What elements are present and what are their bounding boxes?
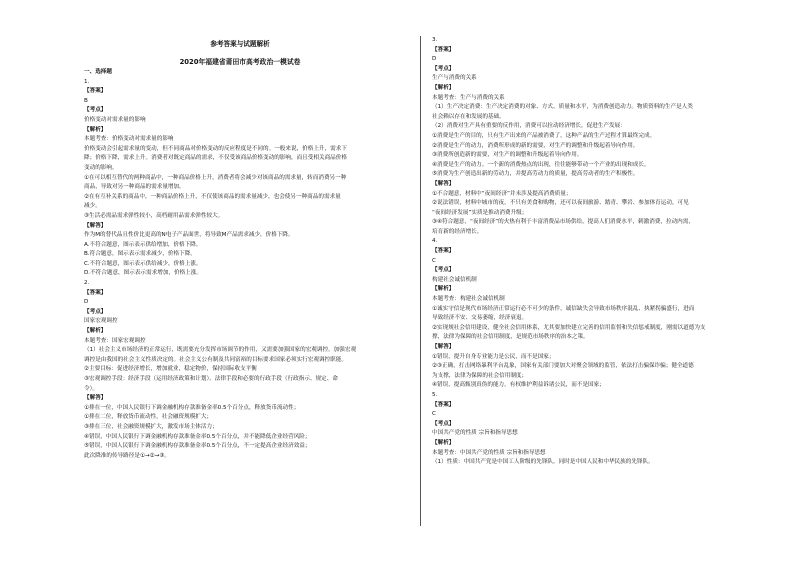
text-line: 本题考查：生产与消费的关系 <box>432 94 505 101</box>
section-tag: 【解析】 <box>432 84 455 91</box>
text-line: ①不合题意，材料中“夜间经济”并未涉及提高消费质量； <box>432 190 572 197</box>
text-line: 4. <box>432 238 438 245</box>
text-line: ④错误，中国人民银行下调金融机构存款准备金率0.5个百分点，并不能降低企业经营风险； <box>84 433 311 440</box>
text-line: ①错误，提升自身专业能力是公民，而不是国家； <box>432 353 555 360</box>
text-line: （2）消费对生产具有重要的反作用，消费可以拉动经济增长，促进生产发展： <box>432 123 626 130</box>
text-line: 此次降准的传导路径是①→②→③。 <box>84 452 170 459</box>
text-line: D <box>84 299 89 306</box>
text-line: A.不符合题意，图示表示供给增加，价格下降。 <box>84 241 202 248</box>
text-line: 减少。 <box>84 203 101 210</box>
section-tag: 【考点】 <box>84 107 107 114</box>
right-body <box>432 36 772 468</box>
text-line: ①在可以相互替代的两种商品中，一种商品价格上升，消费者将会减少对该商品的需求量，转而消费另一种 <box>84 174 347 181</box>
text-line: 5. <box>432 391 438 398</box>
text-line: 构建社会诚信机制 <box>432 276 477 283</box>
section-tag: 【解析】 <box>84 328 107 335</box>
text-line: 3. <box>432 37 438 43</box>
text-line: ②说法错误，材料中城市的夜，不只有美食和购物，还可以夜间旅游、踏青、攀岩、参加体育运动，可见 <box>432 200 689 207</box>
text-line: C.不符合题意，图示表示供给减少，价格上涨。 <box>84 260 202 267</box>
text-line: 本题考查：价格变动对需求量的影响 <box>84 136 174 143</box>
section-tag: 【考点】 <box>432 65 455 72</box>
left-column <box>84 0 396 561</box>
column-divider <box>420 36 421 526</box>
text-line: 降；价格下降，需求上升。消费者对既定商品的需求，不仅受该商品价格变动的影响，而且受相关商品价格 <box>84 155 347 162</box>
section-tag: 【解答】 <box>432 180 455 187</box>
text-line: 本题考查：国家宏观调控 <box>84 337 146 344</box>
section-heading: 一、选择题 <box>84 69 112 75</box>
text-line: ④消费是生产的动力。一个新的消费热点的出现，往往能够带动一个产业的出现和成长。 <box>432 161 650 168</box>
text-line: 本题考查：中国共产党的性质 宗旨和指导思想 <box>432 449 546 456</box>
section-tag: 【答案】 <box>84 88 107 95</box>
text-line: D <box>432 56 437 63</box>
text-line: 商品，导致对另一种商品的需求量增加。 <box>84 184 185 191</box>
section-tag: 【解析】 <box>432 286 455 293</box>
text-line: ②主要目标：促进经济增长，增加就业，稳定物价，保持国际收支平衡 <box>84 366 257 373</box>
section-tag: 【答案】 <box>432 46 455 53</box>
section-tag: 【答案】 <box>432 401 455 408</box>
text-line: 生产与消费的关系 <box>432 75 477 82</box>
section-tag: 【解析】 <box>84 126 107 133</box>
section-tag: 【答案】 <box>84 289 107 296</box>
text-line: B <box>84 97 88 104</box>
text-line: ②在有互补关系的商品中，一种商品价格上升，不仅使该商品的需求量减少，也会使另一种商品的需求量 <box>84 193 341 200</box>
text-line: 本题考查：构建社会诚信机制 <box>432 296 505 303</box>
text-line: ③④符合题意，“夜间经济”的火热有利于丰富消费品市场供给，提高人们消费水平，刺激消费，拉动内需， <box>432 219 694 226</box>
doc-title: 参考答案与试题解析 <box>210 40 270 48</box>
text-line: 价格变动对需求量的影响 <box>84 116 146 123</box>
text-line: 撑，法律为保障的社会信用制度，是规范市场秩序的治本之策。 <box>432 334 589 341</box>
text-line: ③宏观调控手段：经济手段（运用经济政策和计划）、法律手段和必要的行政手段（行政指示、规定、命 <box>84 376 338 382</box>
left-body <box>84 78 396 462</box>
section-tag: 【解析】 <box>432 439 455 446</box>
text-line: （1）生产决定消费：生产决定消费的对象、方式、质量和水平，为消费创造动力。物质资料的生产是人类 <box>432 104 693 111</box>
section-tag: 【答案】 <box>432 248 455 255</box>
text-line: C <box>432 257 436 264</box>
text-line: 为支撑，法律为保障的社会信用制度； <box>432 372 528 379</box>
text-line: 中国共产党的性质 宗旨和指导思想 <box>432 430 518 437</box>
section-tag: 【考点】 <box>432 420 455 427</box>
text-line: ①排在一位，中国人民银行下调金融机构存款准备金率0.5个百分点，释放货币流动性； <box>84 404 300 411</box>
text-line: ⑤消费为生产创造出新的劳动力，并提高劳动力的质量，提高劳动者的生产积极性。 <box>432 171 639 178</box>
text-line: 导致经济不安、交易萎缩，经济衰退。 <box>432 315 528 322</box>
section-tag: 【解答】 <box>432 344 455 350</box>
text-line: ②实现规社会信用建设，健全社会信用体系，尤其要加快建立完善的信用监督和失信惩戒制度，刚需以道德为支 <box>432 324 706 331</box>
text-line: 1. <box>84 78 90 85</box>
text-line: 社会赖以存在和发展的基础。 <box>432 113 505 120</box>
text-line: D.不符合题意，图示表示需求增加，价格上涨。 <box>84 270 202 277</box>
text-line: 令）。 <box>84 385 98 392</box>
text-line: ③排在三位，社会融资规模扩大，激发市场主体活力； <box>84 423 218 430</box>
section-tag: 【解答】 <box>84 395 107 402</box>
text-line: （1）社会主义市场经济的正常运行，既需要充分发挥市场调节的作用，又需要加强国家的宏观调控。加强宏观 <box>84 347 357 354</box>
text-line: ①排在二位，释放货币流动性，社会融资规模扩大； <box>84 414 213 421</box>
text-line: ③生活必需品需求弹性较小，高档耐用品需求弹性较大。 <box>84 212 224 219</box>
text-line: 培育新的经济增长。 <box>432 228 483 235</box>
text-line: ④错误，提高甄别真伪的能力，有权维护利益诉诸公民，而不是国家； <box>432 382 605 389</box>
right-column <box>432 0 772 561</box>
text-line: ①消费是生产的目的，只有生产出来的产品被消费了，这种产品的生产过程才算最终完成。 <box>432 132 656 139</box>
text-line: C <box>432 411 436 418</box>
text-line: 调控是由我国的社会主义性质决定的。社会主义公有制及共同富裕的目标要求国家必须实行宏观调控职能。 <box>84 356 347 363</box>
text-line: 国家宏观调控 <box>84 318 118 325</box>
text-line: 2. <box>84 280 90 287</box>
text-line: ②消费是生产的动力，消费所形成的新的需要，对生产的调整和升级起着导向作用。 <box>432 142 639 149</box>
text-line: （1）性质：中国共产党是中国工人阶级的先锋队，同时是中国人民和中华民族的先锋队。 <box>432 459 654 466</box>
text-line: 价格变动会引起需求量的变动，但不同商品对价格变动的反应程度是不同的。一般来说，价格上升，需求下 <box>84 145 347 152</box>
text-line: 作为M的替代品且性价比更高的N电子产品面世，将导致M产品需求减少，价格下降。 <box>84 232 294 239</box>
doc-subtitle: 2020年福建省莆田市高考政治一模试卷 <box>179 58 301 66</box>
text-line: B.符合题意，图示表示需求减少，价格下降。 <box>84 251 196 258</box>
section-tag: 【解答】 <box>84 222 107 229</box>
text-line: 变动的影响。 <box>84 164 118 171</box>
text-line: ③消费所创造新的需要，对生产的调整和升级起着导向作用。 <box>432 152 583 159</box>
text-line: ②③正确，打击网络暴利平台乱象，国家有关部门要加大对聚会领域的监管，依法打击骗保诈骗；健全道德 <box>432 363 694 370</box>
section-tag: 【考点】 <box>84 308 107 315</box>
text-line: ⑤错误，中国人民银行下调金融机构存款准备金率0.5个百分点，不一定提高企业经济效益； <box>84 443 311 450</box>
text-line: ①诚实守信是现代市场经济正常运行必不可少的条件，诚信缺失会导致市场秩序混乱、执紧拐骗盛行，进而 <box>432 305 695 312</box>
section-tag: 【考点】 <box>432 267 455 274</box>
text-line: “夜间经济发展”实质是推动消费升级； <box>432 209 528 216</box>
